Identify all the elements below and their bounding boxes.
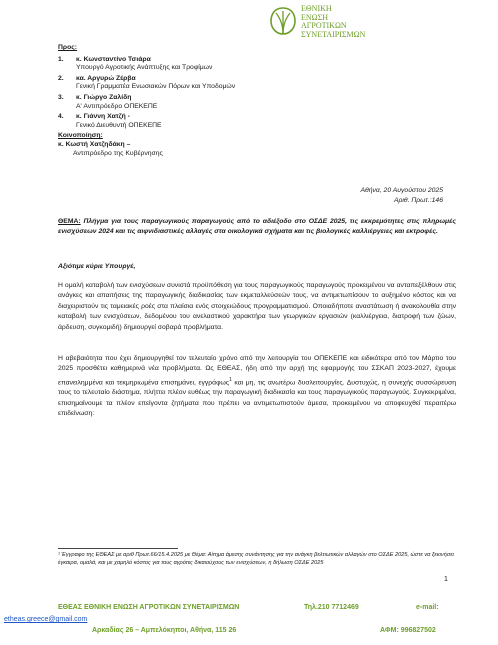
recipient-number: 3. xyxy=(58,93,64,101)
footer-email-label: e-mail: xyxy=(416,604,439,611)
recipients-block xyxy=(58,44,378,158)
recipient-role: Γενική Γραμματέα Ενωσιακών Πόρων και Υποδομών xyxy=(76,83,236,91)
logo-line: ΑΓΡΟΤΙΚΩΝ xyxy=(301,21,347,30)
recipient-number: 1. xyxy=(58,55,64,63)
subject-line xyxy=(58,217,456,237)
recipient-name: κ. Γιώργο Ζαλίδη xyxy=(76,93,132,101)
footer-email[interactable] xyxy=(4,616,87,623)
leaf-logo-icon xyxy=(268,5,298,37)
paragraph-text: και μη, τις ανωτέρω δυσλειτουργίες. Δυστυχώς, η συνεχής συσσώρευση τους το τελευταίο διάστημα, πλήττει πλέον ευθέως την παραγωγική διαδικασία και τους παραγωγικούς παραγωγούς. Συγκεκριμένα, επισημαίνουμε τα πλέον επείγοντα ζητήματα που πρέπει να αντιμετωπιστούν άμεσα, προκειμένου να αποφευχθεί περαιτέρω επιδείνωση: xyxy=(58,379,456,418)
logo xyxy=(268,5,398,39)
subject-text: Πλήγμα για τους παραγωγικούς παραγωγούς από το αδιέξοδο στο ΟΣΔΕ 2025, τις εκκρεμότητες στις πληρωμές ενισχύσεων 2024 και τις αιφνιδιαστικές αλλαγές στα οικολογικά σχήματα και τις βιολογικές καλλιέργειες και εκτροφές. xyxy=(58,218,456,235)
cc-heading: Κοινοποίηση: xyxy=(58,132,103,140)
footnote: ¹ Έγγραφο της ΕΘΕΑΣ με αριθ Πρωτ.66/15.4.2025 με Θέμα: Αίτημα άμεσης συνάντησης για την ανάγκη βελτιωτικών αλλαγών στο ΟΣΔΕ 2025, ώστε να ξεκινήσει έγκαιρα, ομαλά, και με χαμηλό κόστος για τους αγρότες δικαιούχους των ενισχύσεων, η δήλωση ΟΣΔΕ 2025 xyxy=(58,552,454,566)
letter-date: Αθήνα, 20 Αυγούστου 2025 xyxy=(360,187,443,194)
cc-role: Αντιπρόεδρο της Κυβέρνησης xyxy=(73,149,163,157)
footnote-ref[interactable]: 1 xyxy=(229,376,232,383)
email-link[interactable]: etheas.greece@gmail.com xyxy=(4,616,88,623)
logo-line: ΕΝΩΣΗ xyxy=(301,12,329,22)
recipient-name: κ. Κωνσταντίνο Τσιάρα xyxy=(76,55,151,63)
page-number: 1 xyxy=(444,576,448,583)
footnote-divider xyxy=(58,548,178,549)
recipient-number: 2. xyxy=(58,74,64,82)
salutation: Αξιότιμε κύριε Υπουργέ, xyxy=(58,263,136,270)
logo-line: ΣΥΝΕΤΑΙΡΙΣΜΩΝ xyxy=(301,29,366,39)
protocol-number: Αριθ. Πρωτ.:146 xyxy=(393,196,443,204)
paragraph-text: Η αβεβαιότητα που έχει δημιουργηθεί τον τελευταίο χρόνο από την λειτουργία του ΟΠΕΚΕΠΕ και ειδικότερα από τον Μάρτιο του 2025 προσθέτει καθημερινά νέα προβλήματα. Ως ΕΘΕΑΣ, ήδη από την αρχή της εφαρμογής του ΣΣΚΑΠ 2023-2027, έχουμε επανειλημμένα και τεκμηριωμένα επισημάνει, εγγράφως xyxy=(58,355,456,387)
footer-afm: ΑΦΜ: 996827502 xyxy=(380,627,436,634)
recipient-item xyxy=(58,75,378,92)
footer-org: ΕΘΕΑΣ ΕΘΝΙΚΗ ΕΝΩΣΗ ΑΓΡΟΤΙΚΩΝ ΣΥΝΕΤΑΙΡΙΣΜΩΝ xyxy=(58,604,240,611)
recipients-list xyxy=(58,56,378,131)
recipient-name: κα. Αργυρώ Ζέρβα xyxy=(76,74,136,82)
recipients-heading: Προς: xyxy=(58,44,78,51)
recipient-number: 4. xyxy=(58,113,64,121)
recipient-role: Α' Αντιπρόεδρο ΟΠΕΚΕΠΕ xyxy=(76,102,158,110)
recipient-name: κ. Γιάννη Χατζή - xyxy=(76,113,130,121)
subject-label: ΘΕΜΑ: xyxy=(58,218,81,225)
footer-phone: Τηλ.210 7712469 xyxy=(304,604,359,611)
cc-name: κ. Κωστή Χατζηδάκη – xyxy=(58,140,131,148)
logo-line: ΕΘΝΙΚΗ xyxy=(301,4,332,13)
date-block xyxy=(361,186,444,205)
recipient-item xyxy=(58,113,378,130)
body-paragraph-1: Η ομαλή καταβολή των ενισχύσεων συνιστά προϋπόθεση για τους παραγωγικούς παραγωγούς προκειμένου να ανταπεξέλθουν στις ανάγκες και απαιτήσεις της παραγωγικής διαδικασίας των εκμεταλλεύσεών τους, να αντιμετωπίσουν το αυξημένο κόστος και να διαχειριστούν τις ταμειακές ροές στα πλαίσια ενός στοιχειώδους προγραμματισμού. Οποιαδήποτε αναστάτωση ή ανακολουθία στην καταβολή των ενισχύσεων, δεδομένου του ανελαστικού χαρακτήρα των γεωργικών εργασιών (καλλιέργεια, διατροφή των ζώων, άρδευση, συγκομιδή) δημιουργεί σοβαρά προβλήματα. xyxy=(58,282,456,331)
body-paragraph-2 xyxy=(58,354,456,420)
recipient-role: Υπουργό Αγροτικής Ανάπτυξης και Τροφίμων xyxy=(76,64,213,72)
footer-address: Αρκαδίας 26 – Αμπελόκηποι, Αθήνα, 115 26 xyxy=(92,627,237,634)
recipient-item xyxy=(58,56,378,73)
recipient-item xyxy=(58,94,378,111)
recipient-role: Γενικό Διευθυντή ΟΠΕΚΕΠΕ xyxy=(76,121,162,129)
